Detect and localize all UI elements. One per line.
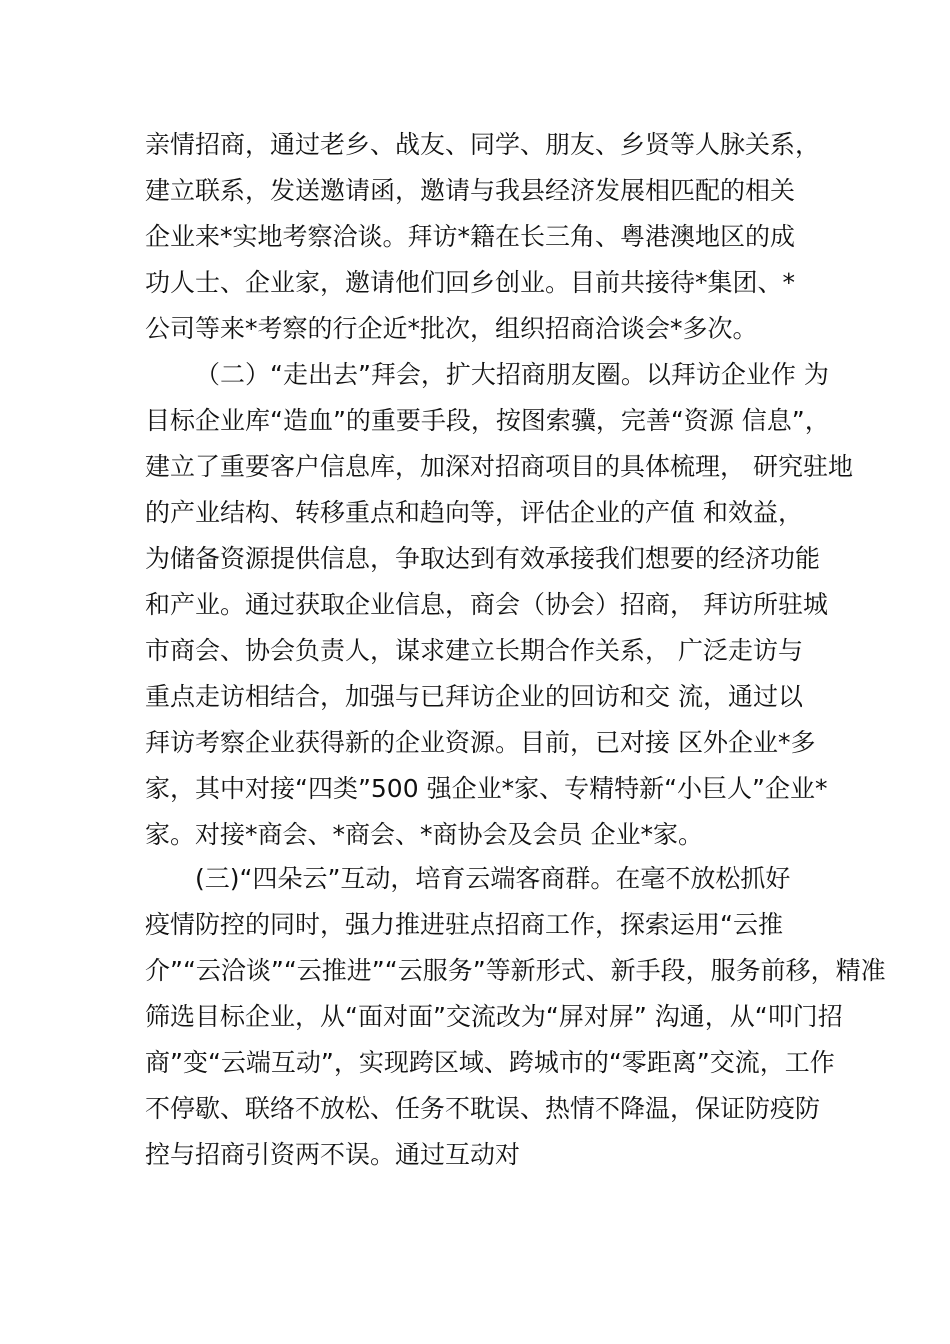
text-line-16: 家。对接*商会、*商会、*商协会及会员 企业*家。 (145, 820, 703, 849)
text-line-9: 的产业结构、转移重点和趋向等，评估企业的产值 和效益， (145, 498, 803, 527)
text-line-10: 为储备资源提供信息，争取达到有效承接我们想要的经济功能 (145, 544, 821, 573)
text-line-5: 公司等来*考察的行企近*批次，组织招商洽谈会*多次。 (145, 314, 758, 343)
text-line-4: 功人士、企业家，邀请他们回乡创业。目前共接待*集团、* (145, 268, 796, 297)
text-line-18: 疫情防控的同时，强力推进驻点招商工作，探索运用“云推 (145, 910, 783, 939)
text-line-21: 商”变“云端互动”，实现跨区域、跨城市的“零距离”交流，工作 (145, 1048, 835, 1077)
text-line-12: 市商会、协会负责人，谋求建立长期合作关系， 广泛走访与 (145, 636, 803, 665)
text-line-22: 不停歇、联络不放松、任务不耽误、热情不降温，保证防疫防 (145, 1094, 821, 1123)
text-line-23: 控与招商引资两不误。通过互动对 (145, 1140, 521, 1169)
text-line-19: 介”“云洽谈”“云推进”“云服务”等新形式、新手段，服务前移，精准 (145, 956, 886, 985)
text-line-15: 家，其中对接“四类”500 强企业*家、专精特新“小巨人”企业* (145, 774, 828, 803)
text-line-7: 目标企业库“造血”的重要手段，按图索骥，完善“资源 信息”， (145, 406, 830, 435)
text-line-13: 重点走访相结合，加强与已拜访企业的回访和交 流，通过以 (145, 682, 803, 711)
text-line-8: 建立了重要客户信息库，加深对招商项目的具体梳理， 研究驻地 (145, 452, 853, 481)
text-line-3: 企业来*实地考察洽谈。拜访*籍在长三角、粤港澳地区的成 (145, 222, 796, 251)
text-line-14: 拜访考察企业获得新的企业资源。目前，已对接 区外企业*多 (145, 728, 816, 757)
text-line-20: 筛选目标企业，从“面对面”交流改为“屏对屏” 沟通，从“叩门招 (145, 1002, 843, 1031)
text-line-2: 建立联系，发送邀请函，邀请与我县经济发展相匹配的相关 (145, 176, 796, 205)
text-line-11: 和产业。通过获取企业信息，商会（协会）招商， 拜访所驻城 (145, 590, 828, 619)
text-line-1: 亲情招商，通过老乡、战友、同学、朋友、乡贤等人脉关系， (145, 130, 821, 159)
text-line-6: （二）“走出去”拜会，扩大招商朋友圈。以拜访企业作 为 (195, 360, 829, 389)
text-line-17: (三)“四朵云”互动，培育云端客商群。在毫不放松抓好 (195, 864, 791, 893)
